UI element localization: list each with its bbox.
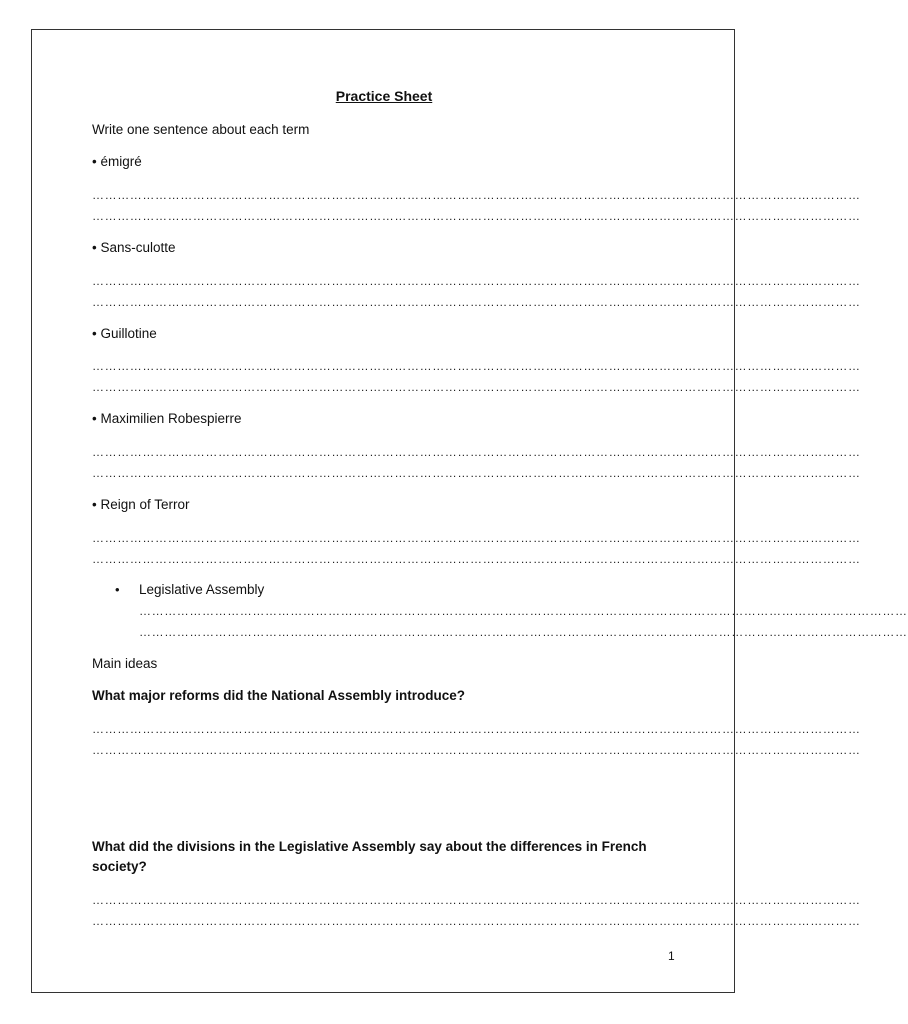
term-sans-culotte: • Sans-culotte [92, 240, 176, 255]
question-1: What major reforms did the National Assembly introduce? [92, 688, 466, 703]
term-emigre: • émigré [92, 154, 142, 169]
page-number: 1 [668, 949, 675, 963]
page-title: Practice Sheet [335, 88, 433, 104]
answer-line: ………………………………………………………………………………………………………………………………………………………………… [92, 209, 861, 223]
answer-line: ………………………………………………………………………………………………………………………………………………………………… [92, 380, 861, 394]
answer-line: ………………………………………………………………………………………………………………………………………………………………… [92, 466, 861, 480]
answer-line: ………………………………………………………………………………………………………………………………………………………………… [92, 359, 861, 373]
term-reign-of-terror: • Reign of Terror [92, 497, 190, 512]
answer-line: ………………………………………………………………………………………………………………………………………………………………… [139, 604, 908, 618]
answer-line: ………………………………………………………………………………………………………………………………………………………………… [92, 743, 861, 757]
answer-line: ………………………………………………………………………………………………………………………………………………………………… [92, 274, 861, 288]
answer-line: ………………………………………………………………………………………………………………………………………………………………… [139, 625, 908, 639]
term-robespierre: • Maximilien Robespierre [92, 411, 242, 426]
answer-line: ………………………………………………………………………………………………………………………………………………………………… [92, 295, 861, 309]
instruction-text: Write one sentence about each term [92, 122, 310, 137]
answer-line: ………………………………………………………………………………………………………………………………………………………………… [92, 893, 861, 907]
answer-line: ………………………………………………………………………………………………………………………………………………………………… [92, 445, 861, 459]
answer-line: ………………………………………………………………………………………………………………………………………………………………… [92, 722, 861, 736]
answer-line: ………………………………………………………………………………………………………………………………………………………………… [92, 531, 861, 545]
main-ideas-label: Main ideas [92, 656, 158, 671]
term-legislative-assembly: Legislative Assembly [139, 582, 265, 597]
question-2: What did the divisions in the Legislative Assembly say about the differences in French society? [92, 839, 647, 874]
answer-line: ………………………………………………………………………………………………………………………………………………………………… [92, 914, 861, 928]
bullet-icon: • [115, 582, 120, 597]
term-guillotine: • Guillotine [92, 326, 157, 341]
answer-line: ………………………………………………………………………………………………………………………………………………………………… [92, 552, 861, 566]
answer-line: ………………………………………………………………………………………………………………………………………………………………… [92, 188, 861, 202]
